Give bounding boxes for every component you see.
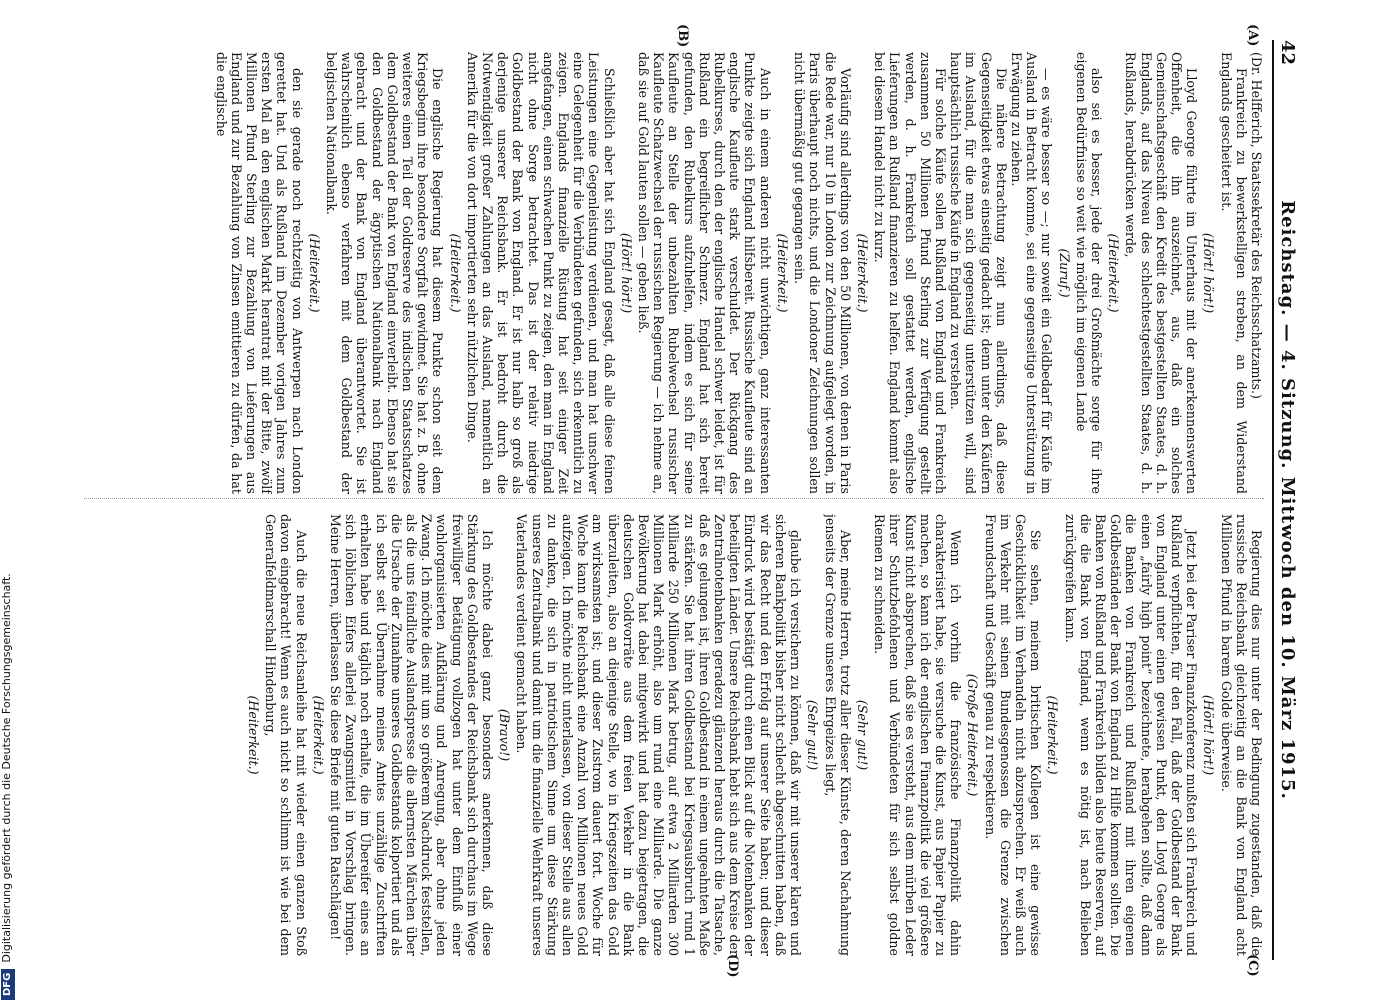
speaker-line: (Dr. Helfferich, Staatssekretär des Reichsschatzamts.): [1249, 52, 1264, 399]
interjection: (Große Heiterkeit.): [965, 673, 981, 797]
paragraph: Schließlich aber hat sich England gesagt, daß alle diese feinen Leistungen eine Gegenleistung verdienen, und man hat unschwer eine Gelegenheit für die Verbündeten gefunden, sich erkenntlich zu zeigen. Englands finanzielle Rüstung hat seit einiger Zeit angefangen, einen schwachen Punkt zu zeigen, den man in England nicht ohne Sorge betrachtet. Das ist der relativ niedrige Goldbestand der Bank von England. Er ist nur halb so groß als derjenige unserer Reichsbank. Er ist bedroht durch die Notwendigkeit großer Zahlungen an das Ausland, namentlich an Amerika für die von dort importierten sehr nützlichen Dinge.: [464, 52, 617, 494]
interjection: (Heiterkeit.): [1106, 233, 1122, 313]
paragraph: Aber, meine Herren, trotz aller dieser Künste, deren Nachahmung jenseits der Grenze unseres Ehrgeizes liegt,: [822, 514, 853, 956]
paragraph: — es wäre besser so —; nur soweit ein Geldbedarf für Käufe im Ausland in Betracht komme, sei eine gegenseitige Unterstützung in Erwägung zu ziehen.: [1008, 52, 1055, 494]
interjection: (Hört! hört!): [1201, 694, 1217, 776]
left-column: [84, 52, 1264, 494]
interjection: (Hört! hört!): [618, 232, 634, 314]
column-divider: [84, 498, 1264, 500]
paragraph: Auch in einem anderen nicht unwichtigen, ganz interessanten Punkte zeigte sich England hilfsbereit. Russische Kaufleute sind an englische Kaufleute stark verschuldet. Der Rückgang des Rubelkurses, durch den der englische Handel schwer leidet, ist für Rußland ein begreiflicher Schmerz. England hat sich bereit gefunden, den Rubelkurs aufzuhelfen, indem es sich für seine Kaufleute an Stelle der unbezahlten Rubelwechsel russischer Kaufleute Schatzwechsel der russischen Regierung — ich nehme an, daß sie auf Gold lauten sollen — geben ließ.: [636, 52, 773, 494]
paragraph: Vorläufig sind allerdings von den 50 Millionen, von denen in Paris die Rede war, nur 10 in London zur Zeichnung aufgelegt worden, in Paris überhaupt noch nichts, und die Londoner Zeichnungen sollen nicht übermäßig gut gegangen sein.: [792, 52, 853, 494]
right-column: [84, 514, 1264, 956]
paragraph: Lloyd George führte im Unterhaus mit der anerkennenswerten Offenheit, die ihn auszeichnet, aus, daß ein solches Gemeinschaftsgeschäft den Kredit des bestgestellten Staates, d. h. Englands, auf das Niveau des schlechtestgestellten Staates, d. h. Rußlands, herabdrücken werde,: [1123, 52, 1200, 494]
interjection: (Heiterkeit.): [447, 233, 463, 313]
interjection: (Zuruf.): [1056, 248, 1072, 298]
paragraph: Auch die neue Reichsanleihe hat mit wieder einen ganzen Stoß davon eingebracht! Wenn es auch nicht so schlimm ist wie bei dem Generalfeldmarschall Hindenburg,: [263, 514, 309, 956]
margin-marker-b: (B): [675, 24, 690, 48]
interjection: (Heiterkeit.): [1045, 695, 1061, 775]
paragraph: Frankreich zu bewerkstelligen streben, an dem Widerstand Englands gescheitert ist.: [1218, 52, 1249, 494]
margin-marker-c: (C): [1245, 954, 1260, 977]
margin-marker-d: (D): [725, 954, 740, 978]
dfg-logo: DFG: [1, 969, 15, 1000]
page-title: Reichstag. — 4. Sitzung. Mittwoch den 10. März 1915.: [1277, 200, 1298, 800]
interjection: (Sehr gut!): [805, 699, 821, 771]
paragraph: Ich möchte dabei ganz besonders anerkennen, daß diese Stärkung des Goldbestandes der Reichsbank sich durchaus im Wege freiwilliger Betätigung vollzogen hat unter dem Einfluß einer wohlorganisierten Aufklärung und Anregung, aber ohne jeden Zwang. Ich möchte dies mit um so größerem Nachdruck feststellen, als die uns feindliche Auslandspresse die albernsten Märchen über die Ursache der Zunahme unseres Goldbestands kolportiert und als ich selbst seit Übernahme meines Amtes unzählige Zuschriften erhalten habe und täglich noch erhalte, die im Übereifer eines an sich löblichen Eifers allerlei Zwangsmittel in Vorschlag bringen. Meine Herren, überlassen Sie diese Briefe mit guten Ratschlägen!: [328, 514, 496, 956]
margin-marker-a: (A): [1245, 24, 1260, 47]
interjection: (Sehr gut!): [854, 699, 870, 771]
interjection: (Bravo!): [497, 708, 513, 762]
paragraph: Für solche Käufe sollen Rußland von England und Frankreich zusammen 50 Millionen Pfund Sterling zur Verfügung gestellt werden, d. h. Frankreich soll gestattet werden, englische Lieferungen an Rußland finanzieren zu helfen. England kommt also bei diesem Handel nicht zu kurz.: [872, 52, 948, 494]
paragraph: Wenn ich vorhin die französische Finanzpolitik dahin charakterisiert habe, sie versuche die Kunst, aus Papier Papier zu machen, so kann ich der englischen Finanzpolitik die viel größere Kunst nicht absprechen, daß sie es versteht, aus dem mürben Leder ihrer Schutzbefohlenen und Verbündeten für sich selbst goldne Riemen zu schneiden.: [872, 514, 964, 956]
paragraph: Sie sehen, meinem britischen Kollegen ist eine gewisse Geschicklichkeit im Verhandeln nicht abzusprechen. Er weiß auch im Verkehr mit seinen Bundesgenossen die Grenze zwischen Freundschaft und Geschäft genau zu respektieren.: [982, 514, 1044, 956]
paragraph: Jetzt bei der Pariser Finanzkonferenz mußten sich Frankreich und Rußland verpflichten, für den Fall, daß der Goldbestand der Bank von England unter einen gewissen Punkt, den Lloyd George als einen „fairly high point“ bezeichnete, herabgehen sollte, daß dann die Banken von Frankreich und Rußland mit ihren eigenen Goldbeständen der Bank von England zu Hilfe kommen sollten. Die Banken von Rußland und Frankreich bilden also heute Reserven, auf die die Bank von England, wenn es nötig ist, nach Belieben zurückgreifen kann.: [1062, 514, 1200, 956]
credit-text: Digitalisierung gefördert durch die Deutsche Forschungsgemeinschaft.: [0, 573, 13, 963]
interjection: (Heiterkeit.): [774, 233, 790, 313]
paragraph: den sie gerade noch rechtzeitig von Antwerpen nach London gerettet hat. Und als Rußland im Dezember vorigen Jahres zum ersten Mal an den englischen Markt herantrat mit der Bitte, zwölf Millionen Pfund Sterling zur Bezahlung von Lieferungen aus England und zur Bezahlung von Zinsen emittieren zu dürfen, da hat die englische: [213, 52, 305, 494]
page-header: [1272, 40, 1300, 960]
paragraph: Regierung dies nur unter der Bedingung zugestanden, daß die russische Reichsbank gleichzeitig an die Bank von England acht Millionen Pfund in barem Golde überweise.: [1218, 514, 1264, 956]
interjection: (Heiterkeit.): [854, 233, 870, 313]
interjection: (Heiterkeit.): [310, 695, 326, 775]
interjection: (Heiterkeit.): [306, 233, 322, 313]
page-number: 42: [1277, 40, 1298, 66]
paragraph: glaube ich versichern zu können, daß wir mit unserer klaren und sicheren Bankpolitik bisher nicht schlecht abgeschnitten haben, daß wir das Recht und den Erfolg auf unserer Seite haben; und dieser Eindruck wird bestätigt durch einen Blick auf die Notenbanken der beteiligten Länder. Unsere Reichsbank hebt sich aus dem Kreise der Zentralnotenbanken geradezu glänzend heraus durch die Tatsache, daß es gelungen ist, ihren Goldbestand in einem ungeahnten Maße zu stärken. Sie hat ihren Goldbestand bei Kriegsausbruch rund 1 Milliarde 250 Millionen Mark betrug, auf etwa 2 Milliarden 300 Millionen Mark erhöht, also um rund eine Milliarde. Die ganze Bevölkerung hat dabei mitgewirkt und hat dazu beigetragen, die deutschen Goldvorräte aus dem freien Verkehr in die Bank überzuleiten, also an diejenige Stelle, wo in Kriegszeiten das Gold am wirksamsten ist; und dieser Zustrom dauert fort. Woche für Woche kann die Reichsbank eine Anzahl von Millionen neues Gold aufzeigen. Ich möchte nicht unterlassen, von dieser Stelle aus allen zu danken, die sich in patriotischem Sinne um diese Stärkung unseres Zentralbank und damit um die finanzielle Wehrkraft unseres Vaterlandes verdient gemacht haben.: [514, 514, 804, 956]
interjection: (Hört! hört!): [1201, 232, 1217, 314]
paragraph: Die nähere Betrachtung zeigt nun allerdings, daß diese Gegenseitigkeit etwas einseitig gedacht ist; denn unter den Käufern im Ausland, für die man sich gegenseitig unterstützen will, sind hauptsächlich russische Käufe in England zu verstehen.: [948, 52, 1009, 494]
digitization-credit: [0, 5, 14, 1000]
paragraph: Die englische Regierung hat diesem Punkte schon seit dem Kriegsbeginn ihre besondere Sorgfalt gewidmet. Sie hat z. B. ohne weiteres einen Teil der Goldreserve des indischen Staatsschatzes dem Goldbestand der Bank von England einverleibt. Ebenso hat sie den Goldbestand der ägyptischen Nationalbank nach England gebracht und der Bank von England überantwortet. Sie ist wahrscheinlich ebenso verfahren mit dem Goldbestand der belgischen Nationalbank.: [324, 52, 446, 494]
paragraph: also sei es besser, jede der drei Großmächte sorge für ihre eigenen Bedürfnisse so weit wie möglich im eigenen Lande: [1073, 52, 1104, 494]
newspaper-page: [70, 24, 1300, 978]
interjection: (Heiterkeit.): [246, 695, 261, 775]
